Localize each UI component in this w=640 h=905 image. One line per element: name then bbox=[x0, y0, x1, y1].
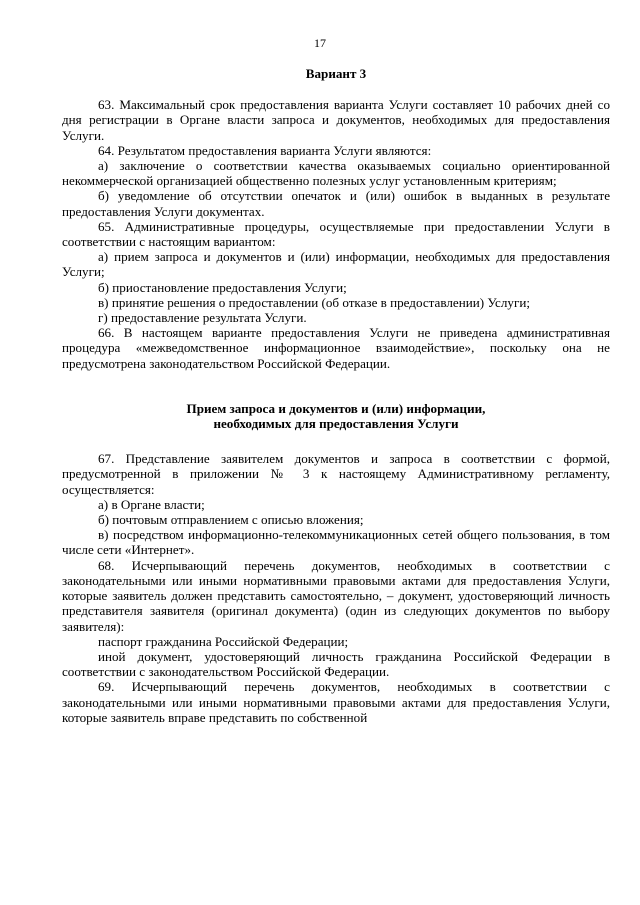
paragraph-67-a: а) в Органе власти; bbox=[98, 496, 205, 512]
paragraph-68-a: паспорт гражданина Российской Федерации; bbox=[98, 633, 349, 649]
document-body bbox=[62, 66, 610, 725]
paragraph-65-a: а) прием запроса и документов и (или) информации, необходимых для предоставления Услуги; bbox=[62, 249, 610, 280]
section-title-line-1: Прием запроса и документов и (или) информации, bbox=[186, 400, 486, 416]
paragraph-67-b: б) почтовым отправлением с описью вложения; bbox=[98, 512, 364, 528]
paragraph-63: 63. Максимальный срок предоставления варианта Услуги составляет 10 рабочих дней со дня регистрации в Органе власти запроса и документов, необходимых для предоставления Услуги. bbox=[62, 97, 610, 143]
paragraph-64-a: а) заключение о соответствии качества оказываемых социально ориентированной некоммерческой организацией общественно полезных услуг установленным критериям; bbox=[62, 158, 610, 189]
paragraph-64-b: б) уведомление об отсутствии опечаток и (или) ошибок в выданных в результате предоставления Услуги документах. bbox=[62, 188, 610, 219]
paragraph-69: 69. Исчерпывающий перечень документов, необходимых в соответствии с законодательными или иными нормативными правовыми актами для предоставления Услуги, которые заявитель вправе представить по собственной bbox=[62, 679, 610, 725]
paragraph-67: 67. Представление заявителем документов и запроса в соответствии с формой, предусмотренной в приложении № 3 к настоящему Административному регламенту, осуществляется: bbox=[62, 451, 610, 497]
paragraph-66: 66. В настоящем варианте предоставления Услуги не приведена административная процедура «межведомственное информационное взаимодействие», поскольку она не предусмотрена законодательством Российской Федерации. bbox=[62, 325, 610, 371]
section-title bbox=[62, 401, 610, 431]
paragraph-65: 65. Административные процедуры, осуществляемые при предоставлении Услуги в соответствии с настоящим вариантом: bbox=[62, 218, 610, 250]
paragraph-64: 64. Результатом предоставления варианта Услуги являются: bbox=[98, 142, 432, 158]
paragraph-65-c: в) принятие решения о предоставлении (об отказе в предоставлении) Услуги; bbox=[98, 294, 530, 310]
paragraph-65-b: б) приостановление предоставления Услуги; bbox=[98, 279, 347, 295]
paragraph-68: 68. Исчерпывающий перечень документов, необходимых в соответствии с законодательными или иными нормативными правовыми актами для предоставления Услуги, которые заявитель должен представить самостоятельно, – документ, удостоверяющий личность представителя заявителя (оригинал документа) (один из следующих документов по выбору заявителя): bbox=[62, 557, 610, 634]
paragraph-65-d: г) предоставление результата Услуги. bbox=[98, 310, 307, 326]
paragraph-68-b: иной документ, удостоверяющий личность гражданина Российской Федерации в соответствии с законодательством Российской Федерации. bbox=[62, 648, 610, 680]
variant-title: Вариант 3 bbox=[305, 66, 367, 81]
page-number: 17 bbox=[314, 36, 326, 50]
paragraph-67-c: в) посредством информационно-телекоммуникационных сетей общего пользования, в том числе сети «Интернет». bbox=[62, 527, 610, 558]
section-title-line-2: необходимых для предоставления Услуги bbox=[213, 416, 459, 432]
